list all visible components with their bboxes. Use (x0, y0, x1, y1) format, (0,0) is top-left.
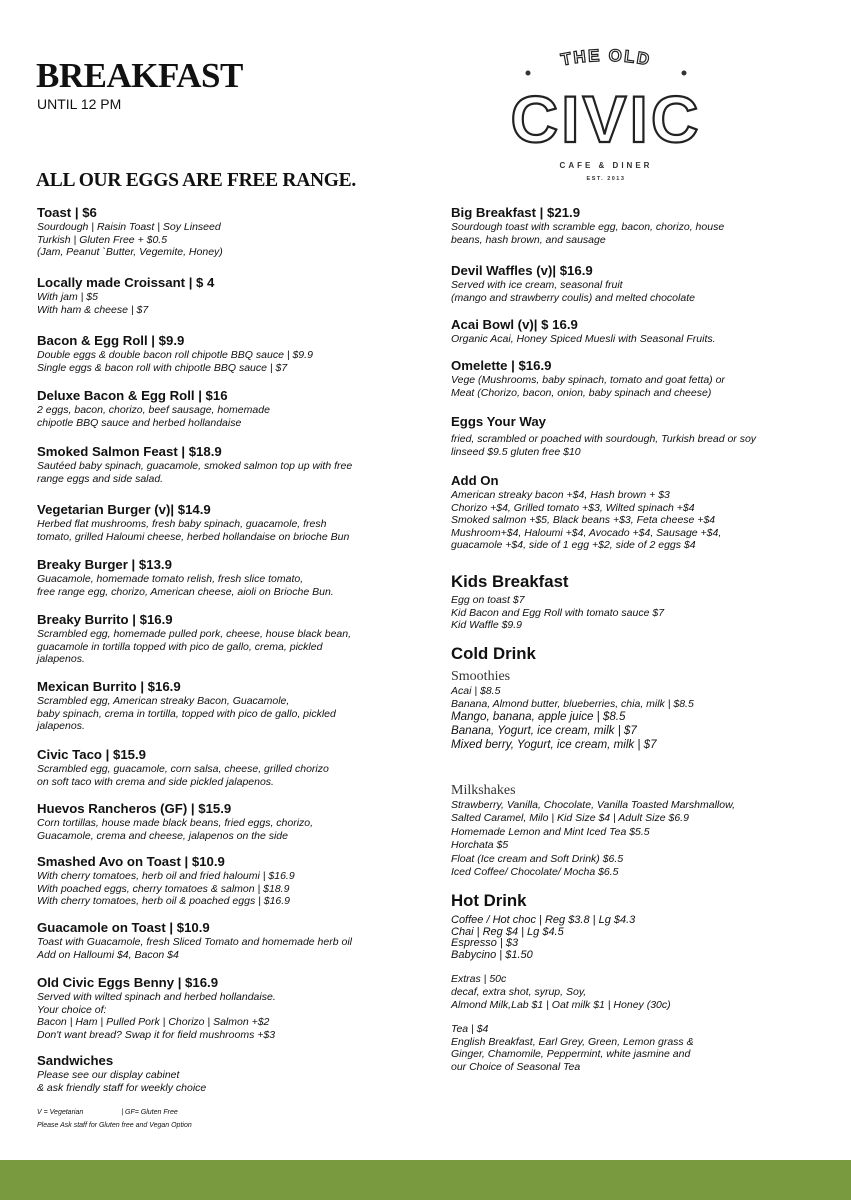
item-name: Breaky Burger | $13.9 (37, 557, 172, 572)
coffee-list: Coffee / Hot choc | Reg $3.8 | Lg $4.3 Chai | Reg $4 | Lg $4.5 Espresso | $3 Babycino | $1.50 (451, 914, 636, 961)
section-title: Hot Drink (451, 891, 527, 910)
item-name: Locally made Croissant | $ 4 (37, 275, 215, 290)
item-desc: Corn tortillas, house made black beans, fried eggs, chorizo, Guacamole, crema and cheese, jalapenos on the side (37, 817, 314, 842)
item-desc: Scrambled egg, American streaky Bacon, Guacamole, baby spinach, crema in tortilla, topped with pico de gallo, pickled jalapenos. (37, 695, 336, 733)
tea-list: Tea | $4 English Breakfast, Earl Grey, Green, Lemon grass & Ginger, Chamomile, Peppermint, white jasmine and our Choice of Seasonal Tea (451, 1023, 694, 1073)
legend-vegetarian: V = Vegetarian (37, 1109, 84, 1116)
legend-gluten-free: | GF= Gluten Free (121, 1109, 178, 1116)
smoothies-list-large: Mango, banana, apple juice | $8.5 Banana, Yogurt, ice cream, milk | $7 Mixed berry, Yogurt, ice cream, milk | $7 (451, 710, 657, 752)
menu-item-big-breakfast (451, 205, 724, 246)
logo-dot-right (682, 71, 687, 76)
extras-list: Extras | 50c decaf, extra shot, syrup, Soy, Almond Milk,Lab $1 | Oat milk $1 | Honey (30c) (451, 973, 671, 1011)
menu-item-sandwiches (37, 1053, 206, 1094)
menu-item-breaky-burrito (37, 612, 351, 666)
menu-item-eggs-benny (37, 975, 276, 1041)
item-desc: Sourdough toast with scramble egg, bacon, chorizo, house beans, hash brown, and sausage (451, 221, 725, 246)
menu-item-devil-waffles (451, 263, 695, 304)
item-desc: Served with ice cream, seasonal fruit (mango and strawberry coulis) and melted chocolate (451, 279, 695, 304)
item-name: Big Breakfast | $21.9 (451, 205, 581, 220)
item-name: Deluxe Bacon & Egg Roll | $16 (37, 388, 228, 403)
milkshakes-section (451, 782, 735, 879)
item-desc: Double eggs & double bacon roll chipotle BBQ sauce | $9.9 Single eggs & bacon roll with chipotle BBQ sauce | $7 (37, 349, 313, 374)
menu-item-acai-bowl (451, 317, 716, 346)
item-desc: With cherry tomatoes, herb oil and fried haloumi | $16.9 With poached eggs, cherry tomatoes & salmon | $18.9 With cherry tomatoes, herb oil & poached eggs | $16.9 (37, 870, 295, 908)
item-desc: Toast with Guacamole, fresh Sliced Tomato and homemade herb oil Add on Halloumi $4, Bacon $4 (37, 936, 352, 961)
item-desc: Scrambled egg, guacamole, corn salsa, cheese, grilled chorizo on soft taco with crema and side pickled jalapenos. (37, 763, 329, 788)
item-desc: Egg on toast $7 Kid Bacon and Egg Roll with tomato sauce $7 Kid Waffle $9.9 (451, 594, 665, 632)
item-name: Breaky Burrito | $16.9 (37, 612, 173, 627)
item-name: Omelette | $16.9 (451, 358, 552, 373)
menu-item-salmon-feast (37, 444, 352, 485)
item-name: Vegetarian Burger (v)| $14.9 (37, 502, 211, 517)
menu-item-huevos-rancheros (37, 801, 313, 842)
menu-item-croissant (37, 275, 214, 316)
item-name: Smoked Salmon Feast | $18.9 (37, 444, 222, 459)
logo-main-text: CIVIC (510, 82, 702, 156)
item-desc: 2 eggs, bacon, chorizo, beef sausage, homemade chipotle BBQ sauce and herbed hollandaise (37, 404, 270, 429)
menu-item-smashed-avo (37, 854, 295, 908)
item-name: Kids Breakfast (451, 572, 569, 591)
menu-item-deluxe-roll (37, 388, 270, 429)
item-desc: Vege (Mushrooms, baby spinach, tomato and goat fetta) or Meat (Chorizo, bacon, onion, baby spinach and cheese) (451, 374, 725, 399)
item-desc: Herbed flat mushrooms, fresh baby spinach, guacamole, fresh tomato, grilled Haloumi cheese, herbed hollandaise on brioche Bun (37, 518, 350, 543)
item-desc: With jam | $5 With ham & cheese | $7 (37, 291, 149, 316)
menu-item-vegetarian-burger (37, 502, 349, 543)
item-desc: fried, scrambled or poached with sourdough, Turkish bread or soy linseed $9.5 gluten free $10 (451, 433, 757, 458)
logo-est: EST. 2013 (586, 176, 626, 182)
milkshakes-list: Strawberry, Vanilla, Chocolate, Vanilla Toasted Marshmallow, Salted Caramel, Milo | Kid Size $4 | Adult Size $6.9 Homemade Lemon and Mint Iced Tea $5.5 Horchata $5 Float (Ice cream and Soft Drink) $6.5 Iced Coffee/ Chocolate/ Mocha $6.5 (451, 799, 736, 879)
item-name: Civic Taco | $15.9 (37, 747, 147, 762)
item-name: Acai Bowl (v)| $ 16.9 (451, 317, 578, 332)
logo-dot-left (526, 71, 531, 76)
smoothies-heading: Smoothies (451, 669, 511, 684)
section-title: Cold Drink (451, 644, 536, 663)
menu-item-breaky-burger (37, 557, 334, 598)
item-name: Toast | $6 (37, 205, 97, 220)
item-desc: Organic Acai, Honey Spiced Muesli with Seasonal Fruits. (451, 333, 716, 345)
hot-drink-section (451, 891, 694, 1074)
item-desc: Sautéed baby spinach, guacamole, smoked salmon top up with free range eggs and side salad. (37, 460, 353, 485)
menu-item-kids-breakfast (451, 572, 664, 632)
item-name: Smashed Avo on Toast | $10.9 (37, 854, 225, 869)
item-desc: American streaky bacon +$4, Hash brown + $3 Chorizo +$4, Grilled tomato +$3, Wilted spinach +$4 Smoked salmon +$5, Black beans +$3, Feta cheese +$4 Mushroom+$4, Haloumi +$4, Avocado +$4, Sausage +$4, guacamole +$4, side of 1 egg +$2, side of 2 eggs $4 (451, 489, 722, 552)
item-name: Bacon & Egg Roll | $9.9 (37, 333, 185, 348)
menu-item-guacamole-toast (37, 920, 352, 961)
cafe-logo (488, 44, 724, 184)
menu-item-omelette (451, 358, 725, 399)
item-name: Devil Waffles (v)| $16.9 (451, 263, 593, 278)
footer-band (0, 1160, 851, 1200)
item-desc: Served with wilted spinach and herbed hollandaise. Your choice of: Bacon | Ham | Pulled Pork | Chorizo | Salmon +$2 Don't want bread? Swap it for field mushrooms +$3 (37, 991, 276, 1041)
footer-legend (37, 1108, 178, 1117)
footer-note: Please Ask staff for Gluten free and Vegan Option (37, 1122, 192, 1129)
item-name: Old Civic Eggs Benny | $16.9 (37, 975, 219, 990)
menu-item-civic-taco (37, 747, 329, 788)
item-name: Mexican Burrito | $16.9 (37, 679, 181, 694)
milkshakes-heading: Milkshakes (451, 783, 516, 798)
item-name: Huevos Rancheros (GF) | $15.9 (37, 801, 232, 816)
item-name: Sandwiches (37, 1053, 114, 1068)
menu-subtitle: UNTIL 12 PM (37, 96, 122, 112)
menu-item-add-on (451, 473, 721, 552)
logo-top-text: THE OLD (559, 45, 653, 70)
item-name: Eggs Your Way (451, 414, 547, 429)
item-name: Guacamole on Toast | $10.9 (37, 920, 210, 935)
item-desc: Please see our display cabinet & ask friendly staff for weekly choice (37, 1069, 207, 1094)
menu-item-eggs-your-way (451, 414, 756, 458)
menu-item-toast (37, 205, 223, 259)
menu-title: BREAKFAST (36, 56, 243, 95)
item-desc: Guacamole, homemade tomato relish, fresh slice tomato, free range egg, chorizo, American cheese, aioli on Brioche Bun. (37, 573, 334, 598)
item-name: Add On (451, 473, 499, 488)
menu-item-mexican-burrito (37, 679, 336, 733)
logo-tagline: CAFE & DINER (559, 161, 653, 170)
cold-drink-section (451, 644, 694, 752)
free-range-note: ALL OUR EGGS ARE FREE RANGE. (36, 170, 356, 191)
menu-item-bacon-egg-roll (37, 333, 313, 374)
item-desc: Scrambled egg, homemade pulled pork, cheese, house black bean, guacamole in tortilla topped with pico de gallo, crema, pickled jalapenos. (37, 628, 352, 666)
item-desc: Sourdough | Raisin Toast | Soy Linseed Turkish | Gluten Free + $0.5 (Jam, Peanut `Butter, Vegemite, Honey) (37, 221, 223, 259)
smoothies-list: Acai | $8.5 Banana, Almond butter, blueberries, chia, milk | $8.5 (451, 685, 694, 710)
